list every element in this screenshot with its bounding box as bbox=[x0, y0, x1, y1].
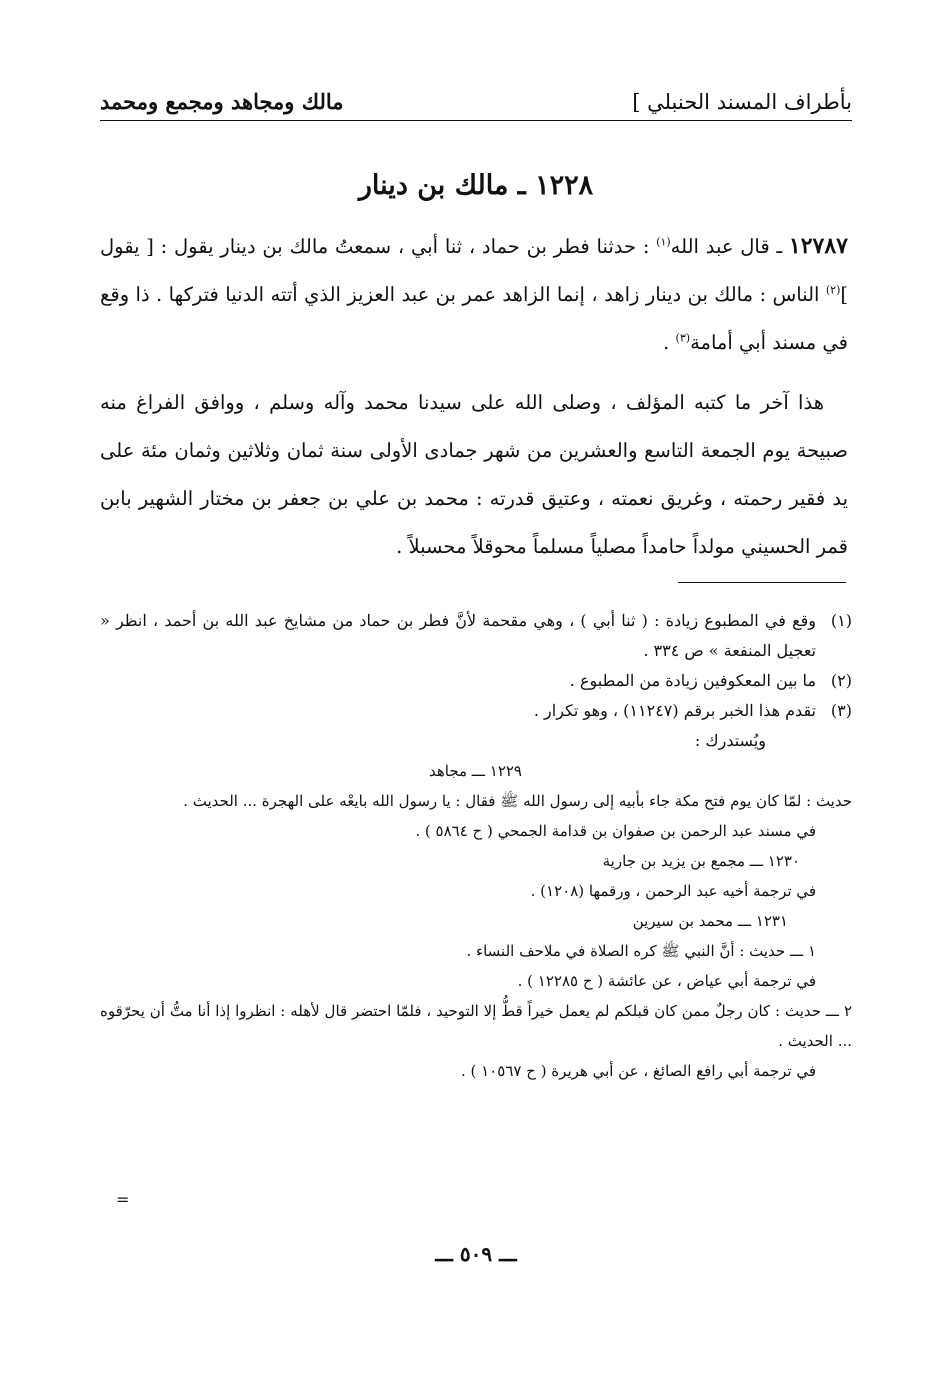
footnote-ref-2: (٢) bbox=[825, 283, 841, 297]
footnote-number: (٢) bbox=[830, 671, 852, 690]
footnote-number: (١) bbox=[830, 611, 852, 630]
addenda-1229-text: حديث : لمّا كان يوم فتح مكة جاء بأبيه إلى رسول الله ﷺ فقال : يا رسول الله بايعْه على الهجرة ... الحديث . bbox=[183, 792, 852, 810]
hadith-text-part3: الناس : مالك بن دينار زاهد ، إنما الزاهد عمر بن عبد العزيز الذي أتته الدنيا فتركها . ذا وقع في مسند أبي أمامة bbox=[100, 283, 848, 354]
footnote-ref-1: (١) bbox=[656, 235, 671, 249]
footnote-ref-3: (٣) bbox=[675, 331, 691, 345]
addenda-1231-hadith-2: ٢ ـــ حديث : كان رجلٌ ممن كان قبلكم لم يعمل خيراً قطُّ إلا التوحيد ، فلمّا احتضر قال لأهله : انظروا إذا أنا متُّ أن يحرّقوه ... الحديث . bbox=[100, 1002, 852, 1050]
continuation-mark: = bbox=[116, 1190, 130, 1209]
footnote-number: (٣) bbox=[830, 701, 852, 720]
addenda-1231-hadith-2-ref: في ترجمة أبي رافع الصائغ ، عن أبي هريرة ( ح ١٠٥٦٧ ) . bbox=[461, 1062, 816, 1080]
hadith-text-part4: . bbox=[663, 331, 676, 354]
main-text bbox=[100, 222, 848, 571]
footnote-1 bbox=[100, 606, 852, 666]
colophon-paragraph: هذا آخر ما كتبه المؤلف ، وصلى الله على سيدنا محمد وآله وسلم ، ووافق الفراغ منه صبيحة يوم الجمعة التاسع والعشرين من شهر جمادى الأولى سنة ثمان وثلاثين وثمان مئة على يد فقير رحمته ، وغريق نعمته ، وعتيق قدرته : محمد بن علي بن جعفر بن مختار الشهير بابن قمر الحسيني مولداً حامداً مصلياً مسلماً محوقلاً محسبلاً . bbox=[100, 391, 848, 558]
footnotes-area bbox=[100, 606, 852, 1086]
footnote-text: تقدم هذا الخبر برقم (١١٢٤٧) ، وهو تكرار . bbox=[533, 701, 816, 720]
hadith-text-part1: ـ قال عبد الله bbox=[670, 235, 789, 258]
footnote-3 bbox=[100, 696, 852, 726]
addenda-1230-title: ١٢٣٠ ـــ مجمع بن يزيد بن جارية bbox=[602, 852, 800, 870]
page-number: ـــ ٥٠٩ ـــ bbox=[435, 1242, 517, 1266]
addenda-1231-hadith-1-ref: في ترجمة أبي عياض ، عن عائشة ( ح ١٢٢٨٥ ) . bbox=[517, 972, 816, 990]
addenda-1229-title: ١٢٢٩ ـــ مجاهد bbox=[428, 762, 522, 780]
hadith-paragraph bbox=[100, 222, 848, 367]
chapter-title: ١٢٢٨ ـ مالك بن دينار bbox=[358, 170, 594, 201]
addenda-1229-ref: في مسند عبد الرحمن بن صفوان بن قدامة الجمحي ( ح ٥٨٦٤ ) . bbox=[415, 822, 816, 840]
addenda-1230-ref: في ترجمة أخيه عبد الرحمن ، ورقمها (١٢٠٨) . bbox=[530, 882, 816, 900]
hadith-text-part2: : حدثنا فطر بن حماد ، ثنا أبي ، سمعتُ مالك بن دينار يقول : [ يقول ] bbox=[100, 235, 848, 306]
addenda-1231-title: ١٢٣١ ـــ محمد بن سيرين bbox=[632, 912, 788, 930]
footnote-separator bbox=[678, 582, 846, 583]
running-header bbox=[100, 86, 852, 121]
header-section-names: مالك ومجاهد ومجمع ومحمد bbox=[100, 89, 344, 114]
footnote-2 bbox=[100, 666, 852, 696]
footnote-text: ما بين المعكوفين زيادة من المطبوع . bbox=[569, 671, 816, 690]
footnote-text: وقع في المطبوع زيادة : ( ثنا أبي ) ، وهي مقحمة لأنَّ فطر بن حماد من مشايخ عبد الله بن أحمد ، انظر « تعجيل المنفعة » ص ٣٣٤ . bbox=[100, 611, 816, 660]
addenda-intro: ويُستدرك : bbox=[694, 731, 766, 750]
hadith-number: ١٢٧٨٧ bbox=[788, 233, 848, 259]
addenda-1231-hadith-1: ١ ـــ حديث : أنَّ النبي ﷺ كره الصلاة في ملاحف النساء . bbox=[466, 942, 816, 960]
header-book-title: بأطراف المسند الحنبلي ] bbox=[632, 90, 852, 114]
